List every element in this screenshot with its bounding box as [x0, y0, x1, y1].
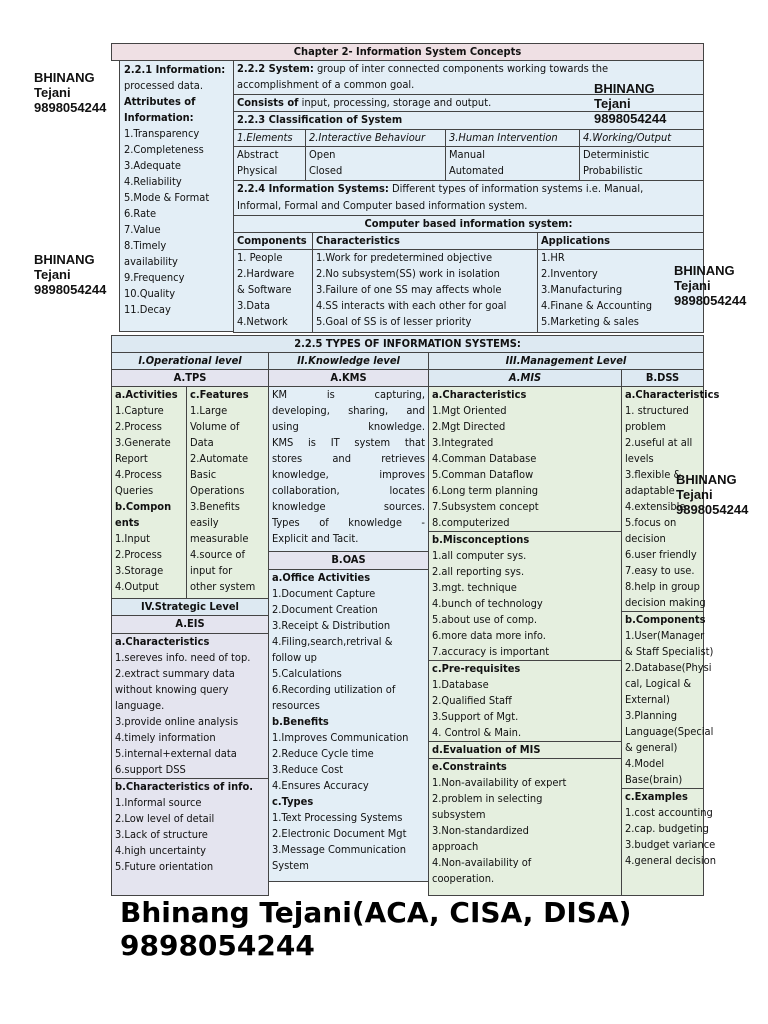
eis-characteristic-item: 1.sereves info. need of top.: [115, 651, 251, 664]
oas-activity-item: 4.Filing,search,retrival &: [272, 635, 393, 648]
kms-line: using knowledge.: [272, 420, 425, 433]
tps-activity-item: 3.Generate: [115, 436, 171, 449]
mis-constraints-heading: e.Constraints: [432, 760, 507, 773]
eis-characteristic-item: 3.provide online analysis: [115, 715, 239, 728]
dss-characteristic-item: adaptable: [625, 484, 675, 497]
tps-feature-item: 1.Large: [190, 404, 228, 417]
cbis-components-list: [233, 249, 313, 333]
tps-activity-item: 1.Capture: [115, 404, 164, 417]
dss-component-item: & general): [625, 741, 678, 754]
tps-feature-item: Volume of: [190, 420, 240, 433]
footer-line-1: Bhinang Tejani(ACA, CISA, DISA): [120, 896, 632, 929]
information-systems-definition: [233, 180, 704, 216]
oas-benefit-item: 1.Improves Communication: [272, 731, 409, 744]
attribute-item: 1.Transparency: [124, 127, 200, 140]
eis-characteristics-heading: a.Characteristics: [115, 635, 210, 648]
mis-characteristics-list: [432, 403, 618, 531]
class-col-elements: Abstract Physical: [233, 146, 306, 181]
footer-author: [120, 896, 631, 962]
tps-component-item: 4.Output: [115, 580, 159, 593]
knowledge-level-header: II.Knowledge level: [268, 352, 429, 370]
class-col-working: Deterministic Probabilistic: [579, 146, 704, 181]
mis-characteristic-item: 1.Mgt Oriented: [432, 404, 507, 417]
cbis-header-characteristics: Characteristics: [312, 232, 538, 250]
mis-misconception-item: 6.more data more info.: [432, 629, 546, 642]
oas-activity-item: 3.Receipt & Distribution: [272, 619, 391, 632]
tps-features-heading: c.Features: [190, 388, 249, 401]
mis-prereq-list: [432, 677, 618, 741]
oas-activity-item: 6.Recording utilization of: [272, 683, 396, 696]
dss-characteristic-item: 3.flexible &: [625, 468, 682, 481]
operational-level-header: I.Operational level: [111, 352, 269, 370]
tps-components-heading-2: ents: [115, 516, 140, 529]
oas-types-heading: c.Types: [272, 795, 314, 808]
eis-characteristics-list: [115, 650, 265, 778]
mis-misconception-item: 4.bunch of technology: [432, 597, 543, 610]
kms-line: knowledge, improves: [272, 468, 425, 481]
watermark-left-mid: BHINANG Tejani 9898054244: [34, 252, 107, 297]
strategic-level-header: IV.Strategic Level: [111, 598, 269, 616]
cbis-component-item: 4.Network: [237, 315, 288, 328]
mis-title: A.MIS: [428, 369, 622, 387]
cbis-characteristic-item: 5.Goal of SS is of lesser priority: [316, 315, 472, 328]
dss-example-item: 2.cap. budgeting: [625, 822, 709, 835]
cbis-component-item: & Software: [237, 283, 292, 296]
oas-benefit-item: 2.Reduce Cycle time: [272, 747, 374, 760]
mis-characteristic-item: 4.Comman Database: [432, 452, 537, 465]
kms-line: collaboration, locates: [272, 484, 425, 497]
mis-constraint-item: approach: [432, 840, 479, 853]
dss-example-item: 4.general decision: [625, 854, 716, 867]
oas-benefits-heading: b.Benefits: [272, 715, 329, 728]
mis-evaluation-heading: d.Evaluation of MIS: [429, 741, 621, 759]
tps-activities-list: [115, 403, 183, 499]
oas-type-item: 1.Text Processing Systems: [272, 811, 403, 824]
attribute-item: 9.Frequency: [124, 271, 185, 284]
mis-prereq-item: 2.Qualified Staff: [432, 694, 512, 707]
mis-characteristic-item: 5.Comman Dataflow: [432, 468, 534, 481]
attribute-item: 5.Mode & Format: [124, 191, 210, 204]
tps-feature-item: Operations: [190, 484, 245, 497]
dss-characteristic-item: decision: [625, 532, 666, 545]
cbis-application-item: 5.Marketing & sales: [541, 315, 639, 328]
class-header-interactive: 2.Interactive Behaviour: [305, 129, 446, 147]
tps-activity-item: 4.Process: [115, 468, 162, 481]
mis-misconception-item: 3.mgt. technique: [432, 581, 517, 594]
oas-benefit-item: 4.Ensures Accuracy: [272, 779, 369, 792]
kms-line: KMS is IT system that: [272, 436, 425, 449]
attribute-item: 3.Adequate: [124, 159, 181, 172]
attribute-item: 10.Quality: [124, 287, 176, 300]
eis-characteristic-item: 6.support DSS: [115, 763, 186, 776]
mis-constraint-item: 4.Non-availability of: [432, 856, 532, 869]
tps-feature-item: input for: [190, 564, 233, 577]
dss-component-item: cal, Logical &: [625, 677, 692, 690]
oas-type-item: System: [272, 859, 309, 872]
watermark-left-top: BHINANG Tejani 9898054244: [34, 70, 107, 115]
tps-feature-item: 3.Benefits: [190, 500, 240, 513]
cbis-characteristics-list: [312, 249, 538, 333]
dss-example-item: 3.budget variance: [625, 838, 716, 851]
tps-feature-item: Basic: [190, 468, 217, 481]
dss-examples-heading: c.Examples: [622, 788, 703, 805]
system-text-1: group of inter connected components working towards the: [316, 62, 609, 75]
oas-activities-heading: a.Office Activities: [272, 571, 371, 584]
mis-characteristic-item: 2.Mgt Directed: [432, 420, 506, 433]
tps-feature-item: easily: [190, 516, 219, 529]
dss-component-item: 4.Model: [625, 757, 665, 770]
cbis-characteristic-item: 1.Work for predetermined objective: [316, 251, 493, 264]
tps-feature-item: 4.source of: [190, 548, 245, 561]
cbis-characteristic-item: 3.Failure of one SS may affects whole: [316, 283, 502, 296]
system-label: 2.2.2 System:: [237, 62, 314, 75]
dss-characteristics-heading: a.Characteristics: [625, 388, 720, 401]
tps-activity-item: Report: [115, 452, 148, 465]
oas-title: B.OAS: [268, 551, 429, 570]
dss-component-item: Base(brain): [625, 773, 683, 786]
info-systems-text-1: Different types of information systems i.e. Manual,: [391, 182, 644, 195]
eis-title: A.EIS: [111, 615, 269, 634]
tps-activities-heading: a.Activities: [115, 388, 178, 401]
oas-activity-item: 1.Document Capture: [272, 587, 376, 600]
dss-characteristic-item: 5.focus on: [625, 516, 677, 529]
eis-content: [111, 633, 269, 896]
oas-type-item: 3.Message Communication: [272, 843, 406, 856]
kms-description: [268, 386, 429, 552]
oas-activity-item: 5.Calculations: [272, 667, 342, 680]
mis-constraint-item: 3.Non-standardized: [432, 824, 529, 837]
mis-misconceptions-list: [432, 548, 618, 660]
class-header-elements: 1.Elements: [233, 129, 306, 147]
oas-activity-item: 2.Document Creation: [272, 603, 378, 616]
watermark-right-mid: BHINANG Tejani 9898054244: [674, 263, 747, 308]
tps-features-list: [190, 403, 265, 595]
eis-info-item: 1.Informal source: [115, 796, 202, 809]
mis-prereq-item: 3.Support of Mgt.: [432, 710, 519, 723]
dss-example-item: 1.cost accounting: [625, 806, 713, 819]
dss-component-item: External): [625, 693, 670, 706]
system-text-2: accomplishment of a common goal.: [237, 78, 415, 91]
watermark-top-right: BHINANG Tejani 9898054244: [594, 81, 667, 126]
types-title: 2.2.5 TYPES OF INFORMATION SYSTEMS:: [111, 335, 704, 353]
consists-label: Consists of: [237, 96, 299, 109]
info-systems-label: 2.2.4 Information Systems:: [237, 182, 389, 195]
dss-characteristic-item: problem: [625, 420, 666, 433]
mis-characteristic-item: 3.Integrated: [432, 436, 494, 449]
dss-component-item: 3.Planning: [625, 709, 678, 722]
mis-constraint-item: 2.problem in selecting: [432, 792, 543, 805]
mis-characteristic-item: 7.Subsystem concept: [432, 500, 539, 513]
attribute-item: 2.Completeness: [124, 143, 204, 156]
cbis-application-item: 3.Manufacturing: [541, 283, 623, 296]
attribute-item: 8.Timely: [124, 239, 167, 252]
kms-line: Types of knowledge -: [272, 516, 425, 529]
eis-characteristic-item: 2.extract summary data: [115, 667, 235, 680]
mis-misconception-item: 1.all computer sys.: [432, 549, 527, 562]
mis-misconceptions-heading: b.Misconceptions: [429, 531, 621, 548]
cbis-characteristic-item: 4.SS interacts with each other for goal: [316, 299, 507, 312]
cbis-title: Computer based information system:: [233, 215, 704, 233]
mis-prereq-item: 1.Database: [432, 678, 489, 691]
information-desc: processed data.: [124, 79, 203, 92]
dss-characteristic-item: 4.extensible: [625, 500, 686, 513]
tps-feature-item: Data: [190, 436, 214, 449]
consists-text: input, processing, storage and output.: [301, 96, 492, 109]
dss-characteristic-item: 7.easy to use.: [625, 564, 695, 577]
attributes-list: [124, 126, 229, 318]
tps-title: A.TPS: [111, 369, 269, 387]
kms-line: Explicit and Tacit.: [272, 532, 359, 545]
mis-content: [428, 386, 622, 896]
cbis-application-item: 2.Inventory: [541, 267, 598, 280]
mis-prereq-heading: c.Pre-requisites: [429, 660, 621, 677]
mis-characteristic-item: 8.computerized: [432, 516, 510, 529]
kms-line: stores and retrieves: [272, 452, 425, 465]
tps-component-item: 1.Input: [115, 532, 151, 545]
information-attributes-panel: [119, 60, 234, 332]
mis-misconception-item: 5.about use of comp.: [432, 613, 538, 626]
kms-line: knowledge sources.: [272, 500, 425, 513]
oas-benefits-list: [272, 730, 425, 794]
dss-characteristic-item: 8.help in group: [625, 580, 700, 593]
watermark-right-low: BHINANG Tejani 9898054244: [676, 472, 749, 517]
class-col-human: Manual Automated: [445, 146, 580, 181]
kms-title: A.KMS: [268, 369, 429, 387]
cbis-component-item: 1. People: [237, 251, 283, 264]
eis-characteristic-item: 5.internal+external data: [115, 747, 237, 760]
dss-examples-list: [625, 805, 716, 869]
dss-title: B.DSS: [621, 369, 704, 387]
dss-component-item: 2.Database(Physi: [625, 661, 712, 674]
eis-info-heading: b.Characteristics of info.: [112, 778, 268, 795]
cbis-application-item: 1.HR: [541, 251, 565, 264]
dss-characteristic-item: decision making: [625, 596, 706, 609]
eis-characteristic-item: language.: [115, 699, 165, 712]
class-header-human: 3.Human Intervention: [445, 129, 580, 147]
info-systems-text-2: Informal, Formal and Computer based information system.: [237, 198, 528, 212]
attribute-item: 11.Decay: [124, 303, 171, 316]
tps-activities-components: [111, 386, 187, 599]
dss-component-item: & Staff Specialist): [625, 645, 714, 658]
dss-characteristic-item: 2.useful at all: [625, 436, 693, 449]
footer-line-2: 9898054244: [120, 929, 315, 962]
dss-components-heading: b.Components: [622, 611, 703, 628]
dss-component-item: 1.User(Manager: [625, 629, 705, 642]
cbis-component-item: 3.Data: [237, 299, 271, 312]
mis-misconception-item: 2.all reporting sys.: [432, 565, 525, 578]
tps-components-list: [115, 531, 183, 595]
oas-activity-item: resources: [272, 699, 320, 712]
dss-characteristic-item: levels: [625, 452, 654, 465]
eis-info-item: 3.Lack of structure: [115, 828, 208, 841]
mis-characteristic-item: 6.Long term planning: [432, 484, 539, 497]
kms-line: developing, sharing, and: [272, 404, 425, 417]
eis-info-item: 5.Future orientation: [115, 860, 214, 873]
mis-prereq-item: 4. Control & Main.: [432, 726, 522, 739]
mis-constraint-item: subsystem: [432, 808, 486, 821]
tps-features: [186, 386, 269, 599]
tps-activity-item: 2.Process: [115, 420, 162, 433]
tps-feature-item: other system: [190, 580, 256, 593]
eis-info-list: [115, 795, 265, 875]
tps-component-item: 3.Storage: [115, 564, 164, 577]
oas-activities-list: [272, 586, 425, 714]
eis-characteristic-item: without knowing query: [115, 683, 229, 696]
chapter-title: Chapter 2- Information System Concepts: [111, 43, 704, 61]
cbis-header-components: Components: [233, 232, 313, 250]
information-heading: 2.2.1 Information:: [124, 63, 226, 76]
oas-benefit-item: 3.Reduce Cost: [272, 763, 344, 776]
tps-feature-item: measurable: [190, 532, 249, 545]
oas-types-list: [272, 810, 425, 874]
tps-components-heading-1: b.Compon: [115, 500, 172, 513]
tps-feature-item: 2.Automate: [190, 452, 249, 465]
eis-info-item: 2.Low level of detail: [115, 812, 215, 825]
cbis-component-item: 2.Hardware: [237, 267, 295, 280]
oas-content: [268, 569, 429, 882]
tps-activity-item: Queries: [115, 484, 154, 497]
attribute-item: 7.Value: [124, 223, 161, 236]
class-col-interactive: Open Closed: [305, 146, 446, 181]
oas-type-item: 2.Electronic Document Mgt: [272, 827, 407, 840]
eis-info-item: 4.high uncertainty: [115, 844, 207, 857]
cbis-application-item: 4.Finane & Accounting: [541, 299, 653, 312]
kms-line: KM is capturing,: [272, 388, 425, 401]
tps-component-item: 2.Process: [115, 548, 162, 561]
attributes-heading-1: Attributes of: [124, 95, 196, 108]
management-level-header: III.Management Level: [428, 352, 704, 370]
oas-activity-item: follow up: [272, 651, 317, 664]
cbis-characteristic-item: 2.No subsystem(SS) work in isolation: [316, 267, 500, 280]
eis-characteristic-item: 4.timely information: [115, 731, 216, 744]
attribute-item: availability: [124, 255, 178, 268]
mis-constraints-list: [432, 775, 618, 887]
cbis-header-applications: Applications: [537, 232, 704, 250]
attributes-heading-2: Information:: [124, 111, 194, 124]
mis-constraint-item: cooperation.: [432, 872, 495, 885]
attribute-item: 4.Reliability: [124, 175, 182, 188]
dss-component-item: Language(Special: [625, 725, 714, 738]
dss-characteristic-item: 6.user friendly: [625, 548, 697, 561]
mis-misconception-item: 7.accuracy is important: [432, 645, 550, 658]
mis-constraint-item: 1.Non-availability of expert: [432, 776, 567, 789]
dss-components-list: [625, 628, 714, 788]
class-header-working: 4.Working/Output: [579, 129, 704, 147]
attribute-item: 6.Rate: [124, 207, 157, 220]
dss-characteristic-item: 1. structured: [625, 404, 689, 417]
mis-characteristics-heading: a.Characteristics: [432, 388, 527, 401]
classification-title: 2.2.3 Classification of System: [233, 111, 704, 130]
